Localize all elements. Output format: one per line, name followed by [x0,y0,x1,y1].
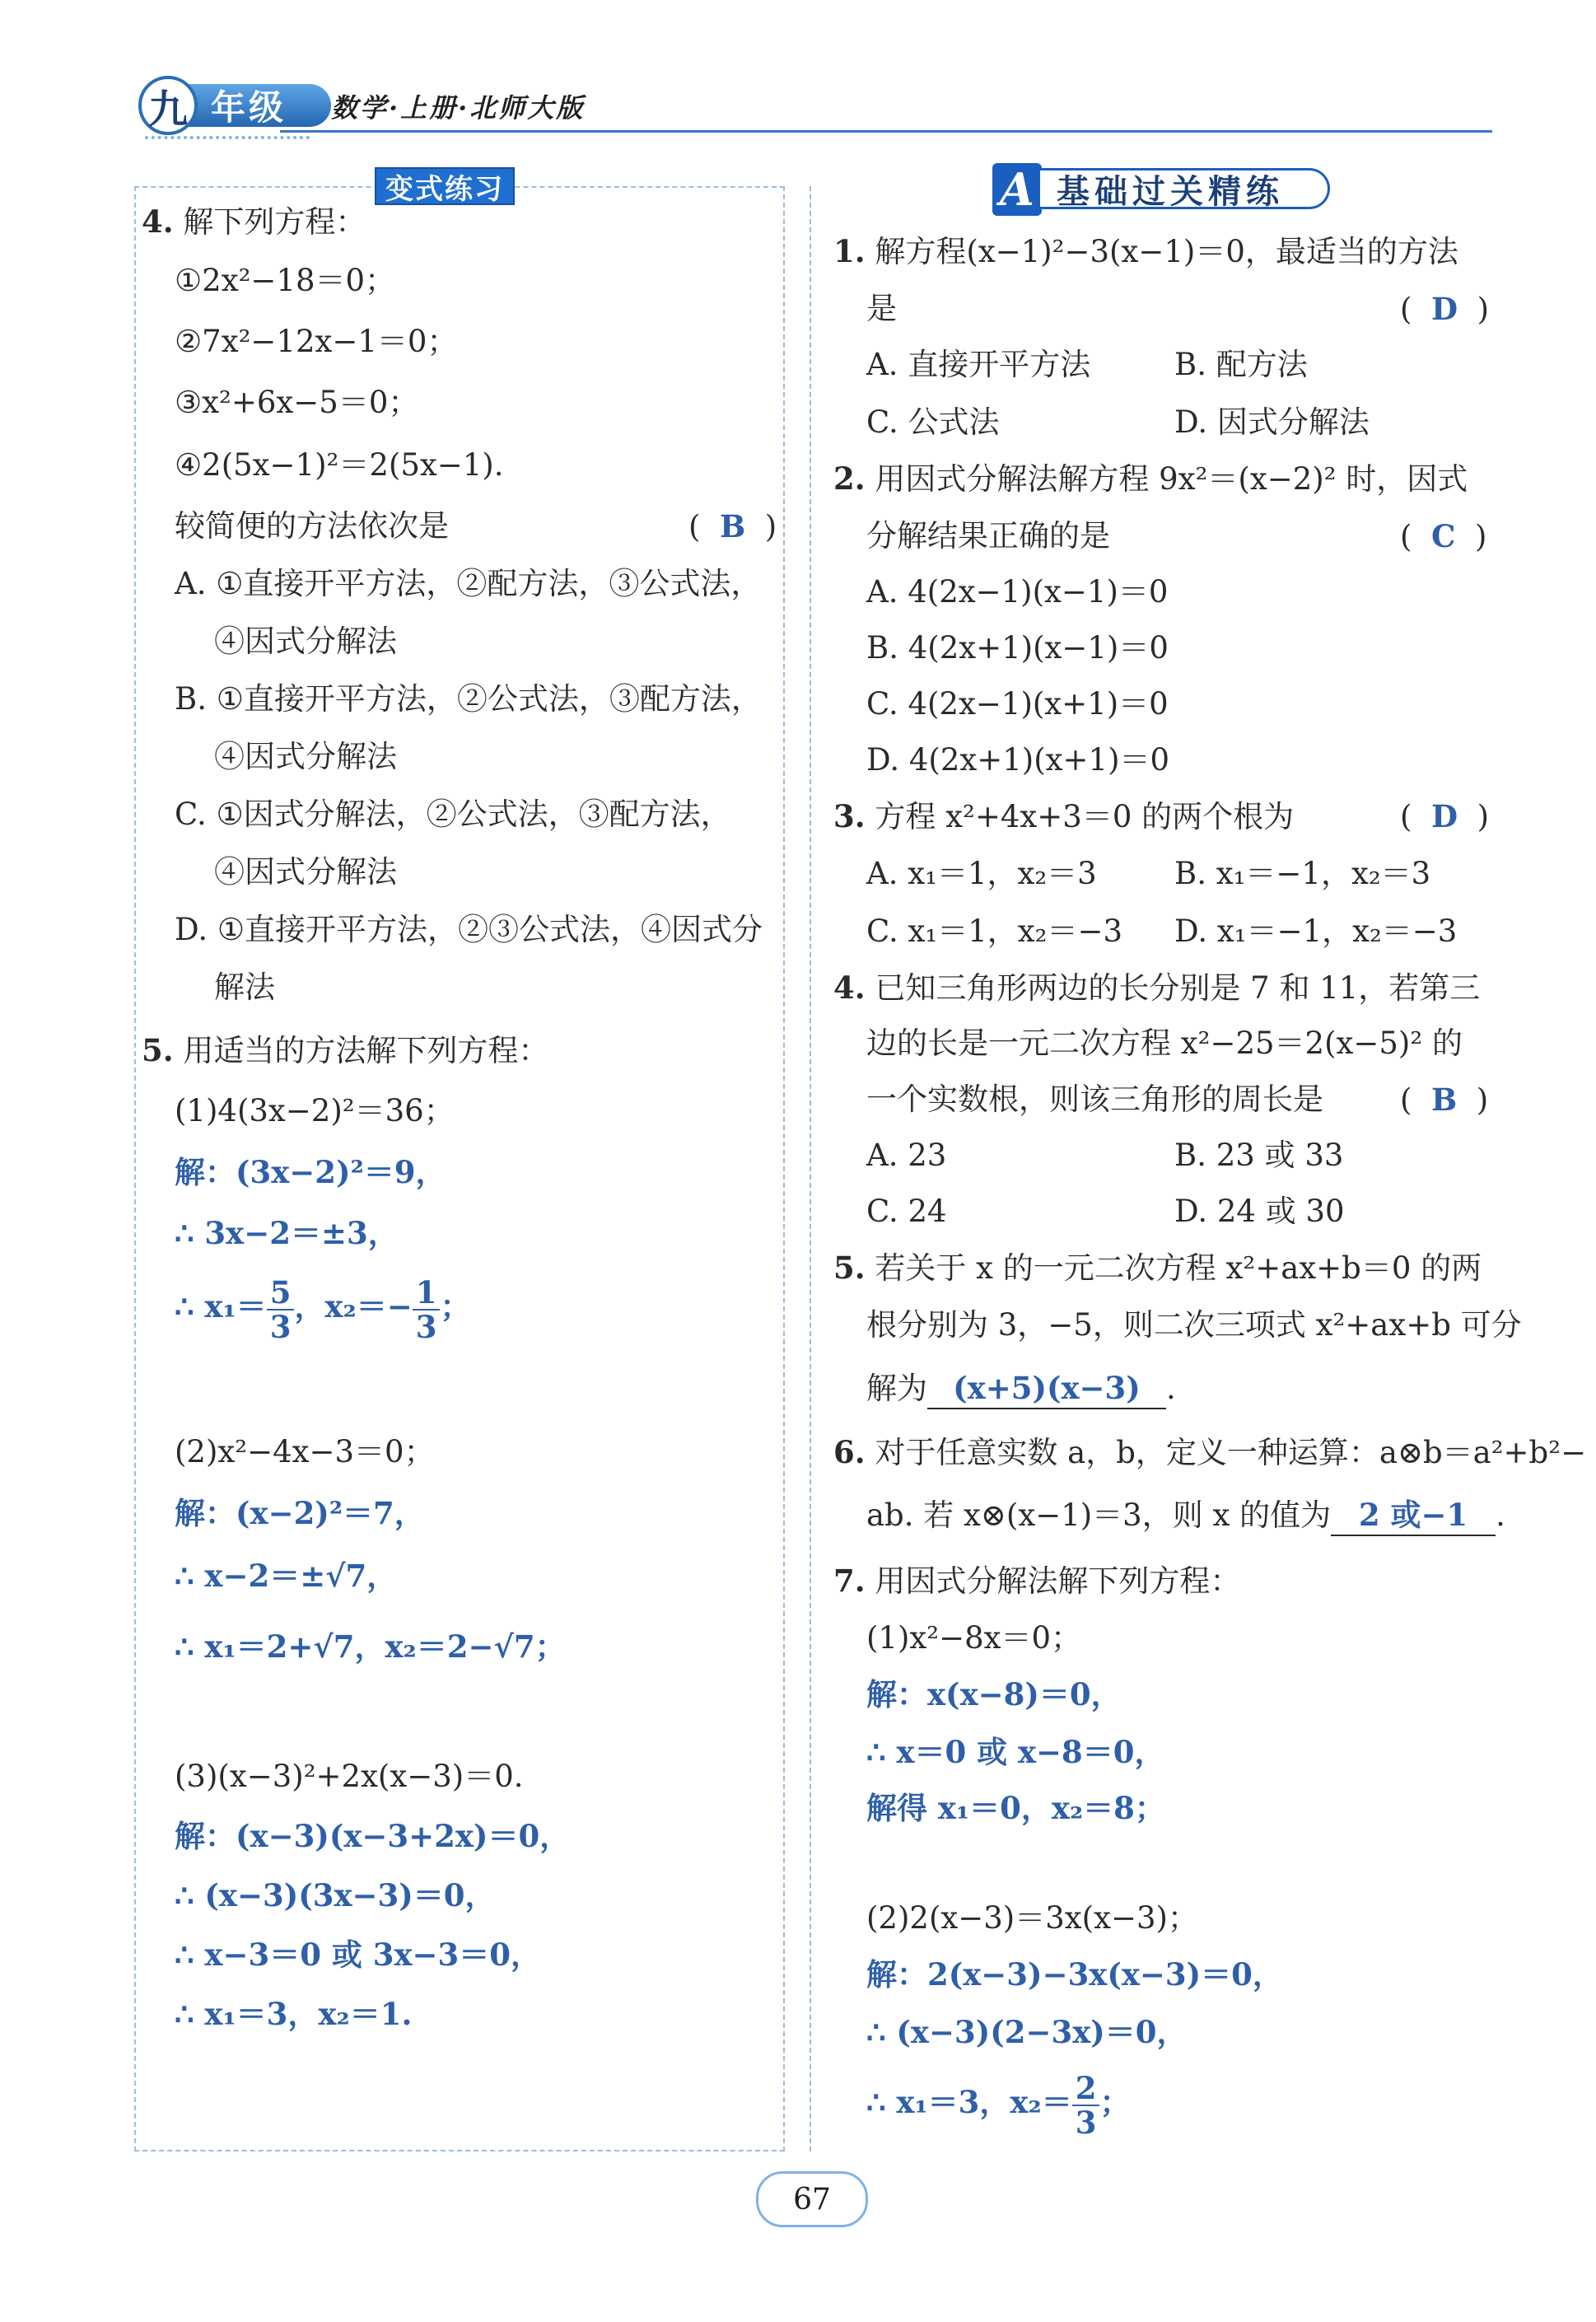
r-q1-option-a: A. 直接开平方法 [866,347,1091,382]
page-number: 67 [756,2171,868,2227]
q5-p1-step-3: ∴ x₁＝ $\frac{5}{3}$ ，x₂＝− $\frac{1}{3}$ ； [175,1273,471,1345]
r-question-6: 6. 对于任意实数 a，b，定义一种运算：a⊗b＝a²+b²− [833,1434,1587,1470]
section-tag: 变式练习 [375,167,515,205]
r-q7-p2-step-2: ∴ (x−3)(2−3x)＝0， [866,2014,1188,2050]
r-q5-blank: (x+5)(x−3) [953,1370,1141,1406]
q5-part-3: (3)(x−3)²+2x(x−3)＝0. [175,1759,524,1794]
q5-part-2: (2)x²−4x−3＝0； [175,1434,435,1469]
r-question-4: 4. 已知三角形两边的长分别是 7 和 11，若第三 [833,969,1481,1006]
section-a-letter: A [992,163,1042,216]
r-q7-p2-step-1: 解：2(x−3)−3x(x−3)＝0， [866,1956,1283,1993]
r-q2-option-d: D. 4(2x+1)(x+1)＝0 [866,742,1170,778]
r-q1-line-2: 是 [866,291,897,326]
r-q7-p1-step-1: 解：x(x−8)＝0， [866,1676,1122,1712]
r-q7-p2-step-3: ∴ x₁＝3，x₂＝ $\frac{2}{3}$ ； [866,2069,1131,2141]
answer-slot: ( B ) [688,508,777,544]
r-question-5: 5. 若关于 x 的一元二次方程 x²+ax+b＝0 的两 [833,1250,1482,1286]
q5-p1-step-2: ∴ 3x−2＝±3， [175,1215,399,1251]
r-q4-line-2: 边的长是一元二次方程 x²−25＝2(x−5)² 的 [866,1026,1463,1061]
equation-4: ④2(5x−1)²＝2(5x−1). [175,447,504,483]
r-question-2: 2. 用因式分解法解方程 9x²＝(x−2)² 时，因式 [833,460,1468,497]
r-q6-line-2: ab. 若 x⊗(x−1)＝3，则 x 的值为 2 或−1 . [866,1496,1505,1536]
r-q1-answer-slot: ( D ) [1400,291,1490,327]
r-question-1: 1. 解方程(x−1)²−3(x−1)＝0，最适当的方法 [833,233,1458,269]
r-q7-p1-step-3: 解得 x₁＝0，x₂＝8； [866,1790,1165,1826]
r-q6-blank: 2 或−1 [1358,1497,1468,1533]
r-q4-line-3: 一个实数根，则该三角形的周长是 [866,1082,1323,1117]
option-c: C. ①因式分解法，②公式法，③配方法， [175,797,731,832]
r-q7-part-1: (1)x²−8x＝0； [866,1620,1082,1656]
question-5: 5. 用适当的方法解下列方程： [142,1032,549,1068]
q5-p2-step-2: ∴ x−2＝±√7， [175,1558,398,1594]
r-q2-option-b: B. 4(2x+1)(x−1)＝0 [866,630,1169,666]
grade-label: 年级 [178,84,331,127]
option-a: A. ①直接开平方法，②配方法，③公式法， [175,566,762,601]
q5-p2-step-1: 解：(x−2)²＝7， [175,1495,425,1531]
r-q3-option-c: C. x₁＝1，x₂＝−3 [866,913,1122,949]
r-q4-option-b: B. 23 或 33 [1174,1138,1344,1173]
r-q2-answer-slot: ( C ) [1400,518,1487,554]
q5-p3-step-3: ∴ x−3＝0 或 3x−3＝0， [175,1937,542,1973]
q5-p3-step-4: ∴ x₁＝3，x₂＝1. [175,1996,413,2032]
r-question-7: 7. 用因式分解法解下列方程： [833,1563,1241,1599]
grade-logo [138,76,328,135]
equation-1: ①2x²−18＝0； [175,263,396,298]
question-4: 4. 解下列方程： [142,203,366,240]
section-a-banner [992,163,1338,216]
r-q3-option-d: D. x₁＝−1，x₂＝−3 [1174,913,1458,949]
grade-char: 九 [138,76,198,135]
equation-2: ②7x²−12x−1＝0； [175,324,458,359]
r-q2-option-c: C. 4(2x−1)(x+1)＝0 [866,686,1169,722]
header-rule [280,130,1492,133]
r-q5-line-2: 根分别为 3，−5，则二次三项式 x²+ax+b 可分 [866,1307,1522,1343]
r-q7-p1-step-2: ∴ x＝0 或 x−8＝0， [866,1734,1165,1770]
header-dots [145,136,310,139]
option-d: D. ①直接开平方法，②③公式法，④因式分 [175,912,763,947]
option-d-cont: 解法 [214,969,275,1005]
r-q1-option-c: C. 公式法 [866,404,1000,440]
option-c-cont: ④因式分解法 [214,854,397,890]
section-a-title: 基础过关精练 [1040,168,1330,209]
r-q7-part-2: (2)2(x−3)＝3x(x−3)； [866,1900,1198,1936]
r-q4-answer-slot: ( B ) [1400,1082,1489,1118]
q5-p2-step-3: ∴ x₁＝2+√7，x₂＝2−√7； [175,1628,566,1665]
column-divider [810,186,811,2151]
equation-3: ③x²+6x−5＝0； [175,385,419,420]
r-question-3: 3. 方程 x²+4x+3＝0 的两个根为 [833,798,1295,834]
question-ask: 较简便的方法依次是 [175,508,449,544]
option-b: B. ①直接开平方法，②公式法，③配方法， [175,681,762,717]
option-a-cont: ④因式分解法 [214,624,397,659]
r-q2-line-2: 分解结果正确的是 [866,518,1110,554]
r-q4-option-a: A. 23 [866,1138,947,1173]
r-q4-option-c: C. 24 [866,1194,947,1229]
r-q2-option-a: A. 4(2x−1)(x−1)＝0 [866,574,1169,610]
q5-p1-step-1: 解：(3x−2)²＝9， [175,1154,446,1190]
r-q3-option-a: A. x₁＝1，x₂＝3 [866,856,1097,891]
r-q4-option-d: D. 24 或 30 [1174,1194,1345,1229]
book-title: 数学·上册·北师大版 [331,92,586,124]
r-q1-option-d: D. 因式分解法 [1174,404,1370,440]
r-q1-option-b: B. 配方法 [1174,347,1308,382]
r-q5-line-3: 解为 (x+5)(x−3) . [866,1369,1176,1409]
q5-part-1: (1)4(3x−2)²＝36； [175,1093,455,1128]
r-q3-option-b: B. x₁＝−1，x₂＝3 [1174,856,1431,891]
r-q3-answer-slot: ( D ) [1400,798,1490,834]
q5-p3-step-2: ∴ (x−3)(3x−3)＝0， [175,1877,496,1913]
q5-p3-step-1: 解：(x−3)(x−3+2x)＝0， [175,1818,571,1854]
option-b-cont: ④因式分解法 [214,739,397,774]
